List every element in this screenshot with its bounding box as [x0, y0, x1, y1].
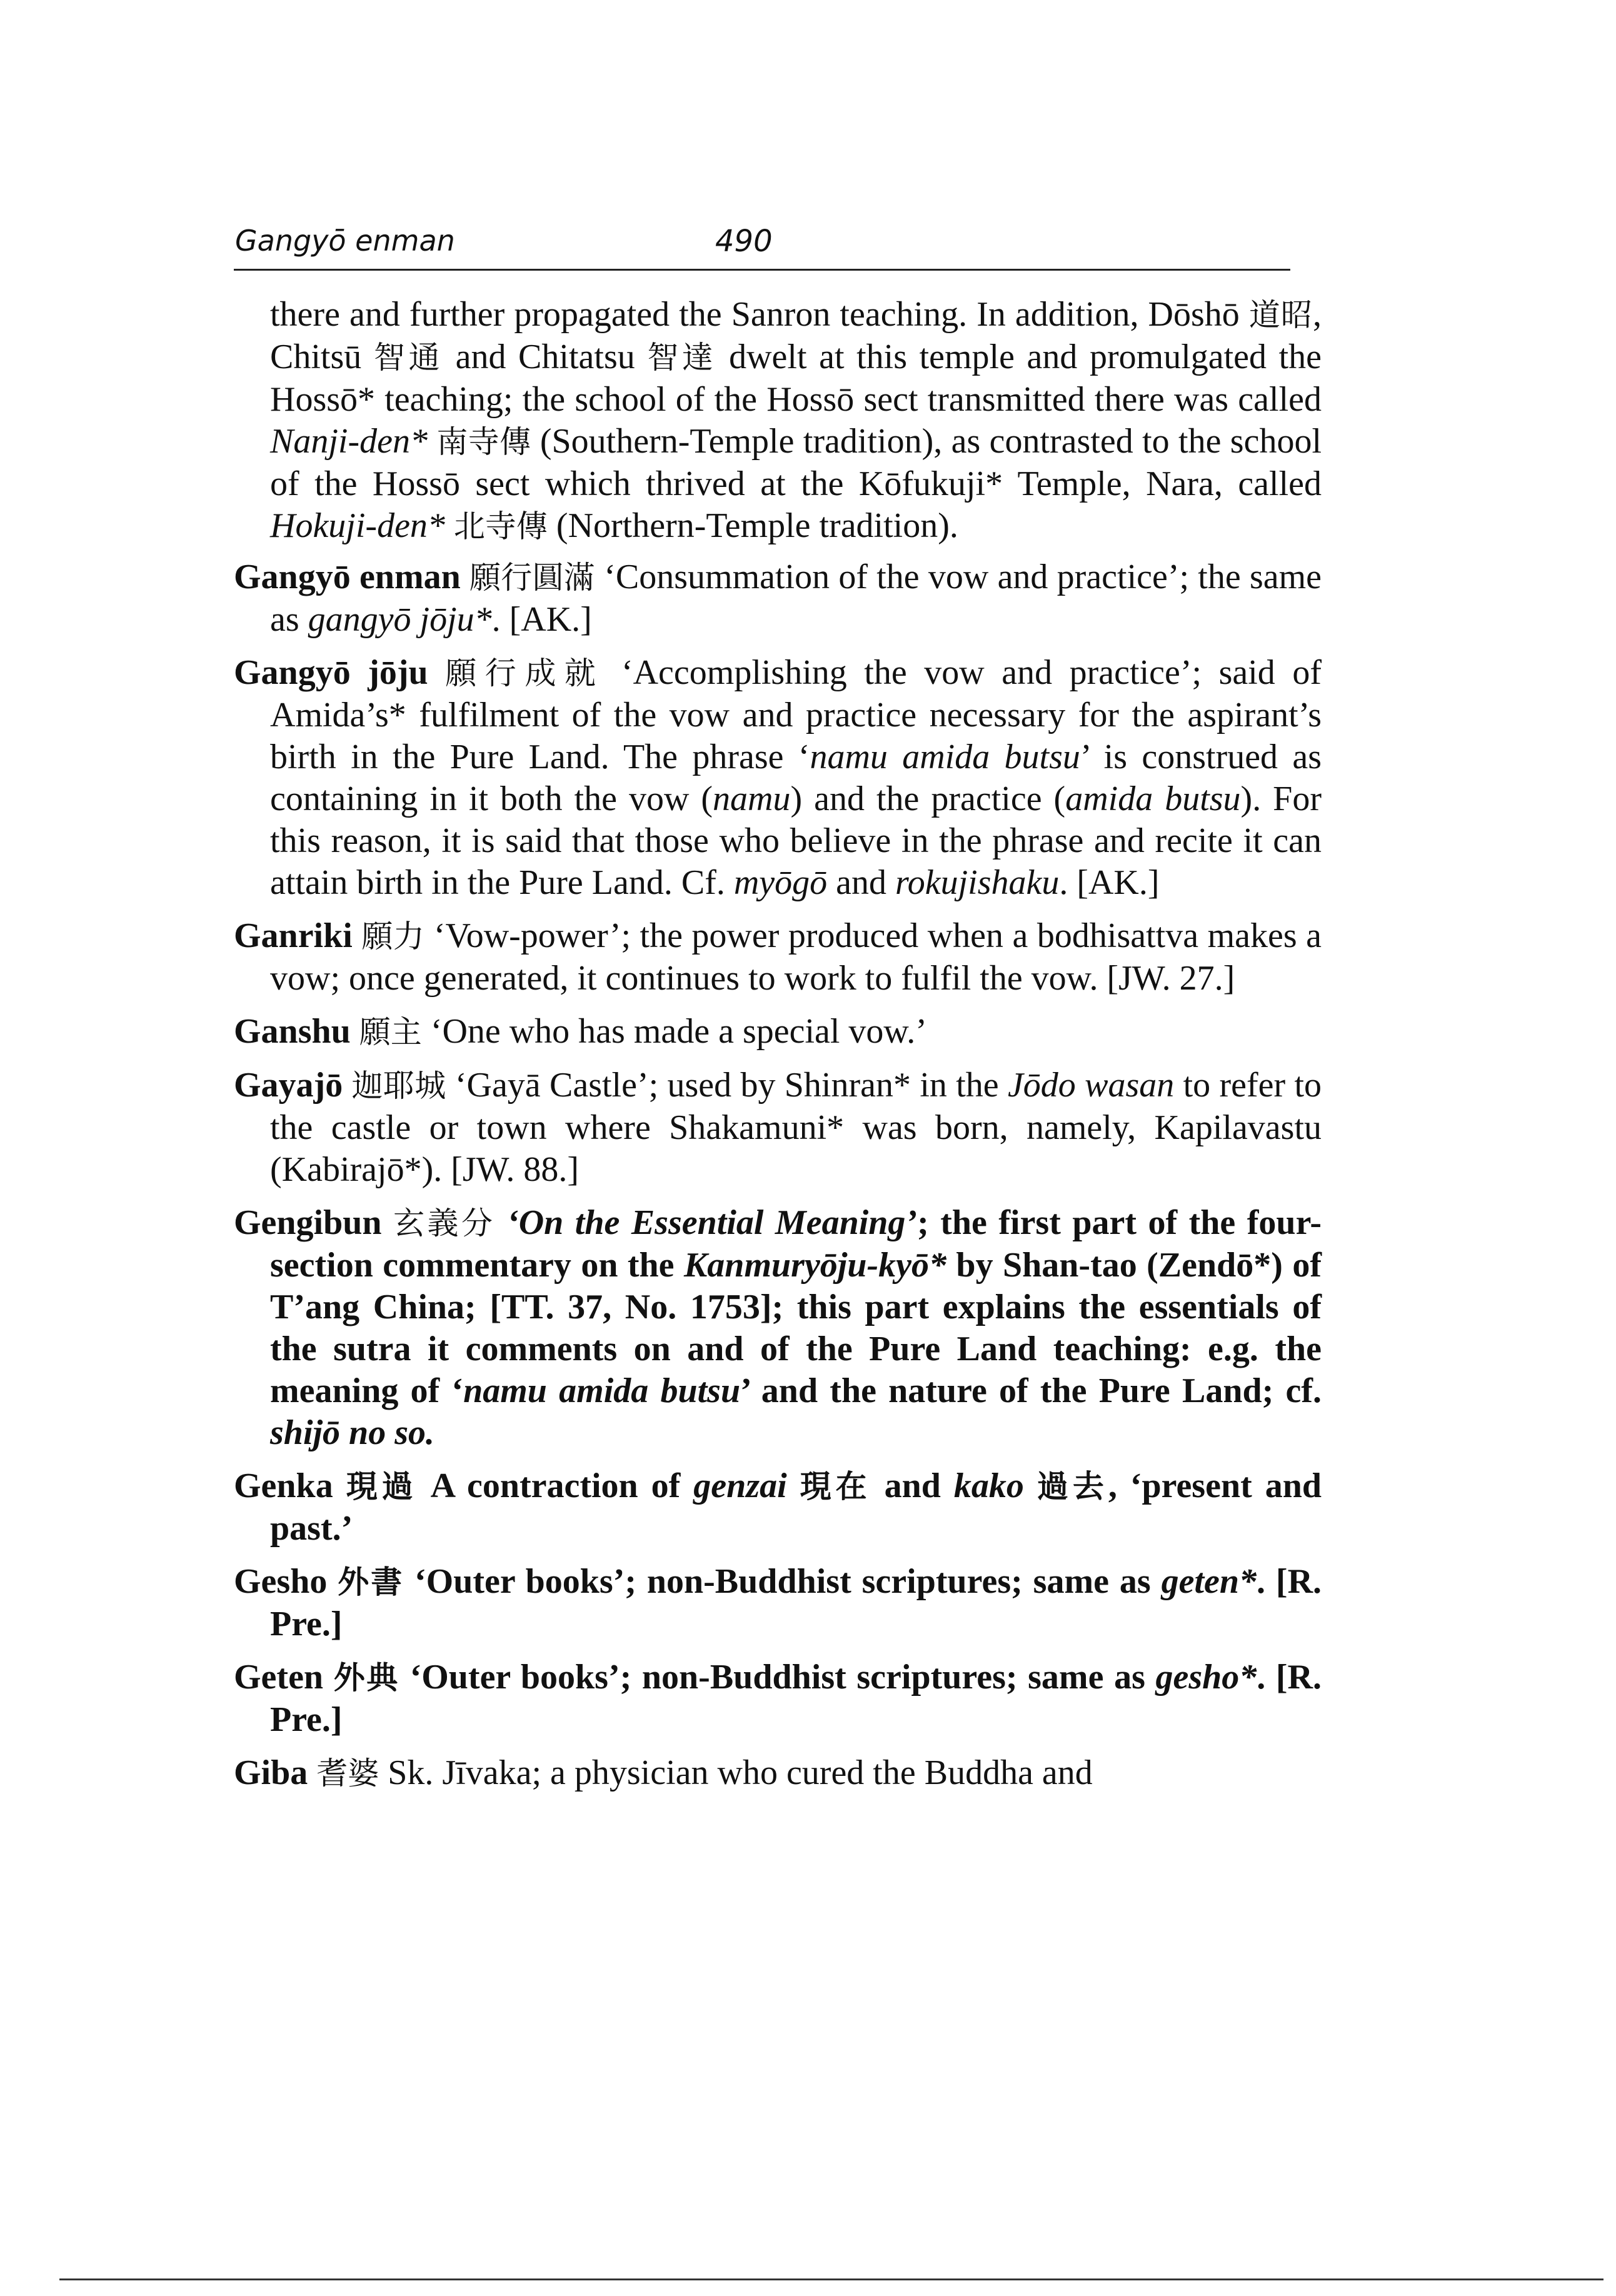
italic-term: Nanji-den*	[270, 422, 428, 461]
italic-term: ‘On the Essential Meaning’	[507, 1203, 918, 1242]
entry-ganshu	[234, 1011, 1322, 1053]
definition: ‘Gayā Castle’; used by Shinran* in the	[454, 1066, 1008, 1105]
cjk-characters: 北寺傳	[453, 508, 548, 544]
definition: . [AK.]	[1059, 863, 1160, 902]
entry-gayajo	[234, 1065, 1322, 1191]
entry-gangyo-enman	[234, 556, 1322, 641]
italic-term: genzai	[693, 1466, 787, 1505]
cjk-characters: 智通	[373, 339, 444, 376]
italic-term: Hokuji-den*	[270, 506, 445, 545]
cjk-characters: 現過	[346, 1468, 418, 1505]
cross-reference: geten*	[1161, 1562, 1257, 1601]
definition: Sk. Jīvaka; a physician who cured the Buddha and	[388, 1753, 1093, 1792]
text-run: there and further propagated the Sanron teaching. In addition, Dōshō	[270, 295, 1249, 334]
headword: Genka	[234, 1466, 333, 1505]
definition: and	[827, 863, 895, 902]
italic-term: kako	[953, 1466, 1024, 1505]
text-run: and Chitatsu	[443, 338, 648, 376]
italic-term: namu amida butsu	[810, 738, 1080, 776]
cross-reference: myōgō	[733, 863, 828, 902]
definition: . [R. Pre.]	[270, 1562, 1322, 1643]
cross-reference: gesho*	[1155, 1658, 1257, 1697]
entry-genka	[234, 1465, 1322, 1550]
entry-gengibun	[234, 1202, 1322, 1454]
definition: , ‘present and past.’	[270, 1466, 1322, 1548]
italic-term: amida butsu	[1065, 780, 1241, 818]
headword: Gangyō enman	[234, 558, 461, 596]
cjk-characters: 外書	[338, 1564, 404, 1600]
headword: Ganriki	[234, 916, 353, 955]
italic-term: Jōdo wasan	[1007, 1066, 1175, 1105]
definition: . [R. Pre.]	[270, 1658, 1322, 1739]
cjk-characters: 過去	[1036, 1468, 1108, 1505]
entry-giba	[234, 1752, 1322, 1795]
text-run: , Chitsū	[270, 295, 1322, 376]
definition: ‘Outer books’; non-Buddhist scriptures; same as	[409, 1658, 1156, 1697]
cjk-characters: 南寺傳	[436, 424, 531, 460]
cross-reference: gangyō jōju*	[308, 600, 492, 639]
entry-ganriki	[234, 915, 1322, 1000]
cjk-characters: 道昭	[1248, 297, 1313, 333]
definition: . [AK.]	[491, 600, 592, 639]
cjk-characters: 願力	[361, 918, 425, 955]
cjk-characters: 外典	[333, 1660, 399, 1696]
entry-continuation	[234, 294, 1322, 548]
definition: ; the first part of the four-section commentary on the	[270, 1203, 1322, 1285]
definition: to refer to the castle or town where Shakamuni* was born, namely, Kapilavastu (Kabirajō*). [JW. 88.]	[270, 1066, 1322, 1189]
cjk-characters: 智達	[647, 339, 717, 376]
definition: A contraction of	[417, 1466, 694, 1505]
definition: ) and the practice (	[790, 780, 1066, 818]
headword: Gengibun	[234, 1203, 382, 1242]
cjk-characters: 耆婆	[316, 1755, 379, 1792]
italic-term: namu	[713, 780, 791, 818]
text-run: dwelt at this temple and promulgated the Hossō* teaching; the school of the Hossō sect transmitted there was called	[270, 338, 1322, 419]
headword: Giba	[234, 1753, 308, 1792]
definition: ). For this reason, it is said that those who believe in the phrase and recite it can attain birth in the Pure Land. Cf.	[270, 780, 1322, 902]
dictionary-content	[234, 294, 1322, 1806]
cjk-characters: 願行成就	[445, 655, 605, 691]
cjk-characters: 現在	[800, 1468, 871, 1505]
page-number: 490	[715, 224, 773, 259]
cross-reference: shijō no so.	[270, 1413, 434, 1452]
cross-reference: Kanmuryōju-kyō*	[683, 1246, 947, 1285]
definition: ’ and the nature of the Pure Land; cf.	[740, 1371, 1322, 1410]
headword: Ganshu	[234, 1012, 351, 1051]
definition: ‘Consummation of the vow and practice’; the same as	[270, 558, 1322, 639]
definition: ‘Vow-power’; the power produced when a bodhisattva makes a vow; once generated, it continues to work to fulfil the vow. [JW. 27.]	[270, 916, 1322, 998]
definition: ‘One who has made a special vow.’	[430, 1012, 927, 1051]
definition: ‘Outer books’; non-Buddhist scriptures; same as	[414, 1562, 1162, 1601]
footer-rule	[59, 2278, 1603, 2280]
italic-term: namu amida butsu	[463, 1371, 741, 1410]
headword: Gangyō jōju	[234, 653, 428, 692]
entry-gangyo-joju	[234, 652, 1322, 904]
running-head: Gangyō enman	[235, 224, 455, 258]
cjk-characters: 願行圓滿	[469, 559, 595, 596]
headword: Gesho	[234, 1562, 328, 1601]
text-run: (Northern-Temple tradition).	[547, 506, 958, 545]
headword: Gayajō	[234, 1066, 343, 1105]
definition: and	[871, 1466, 954, 1505]
definition: ’ is construed as containing in it both the vow (	[270, 738, 1322, 818]
definition: ‘Accomplishing the vow and practice’; said of Amida’s* fulfilment of the vow and practice necessary for the aspirant’s birth in the Pure Land. The phrase ‘	[270, 653, 1322, 776]
page-header	[234, 213, 1290, 271]
text-run: (Southern-Temple tradition), as contrasted to the school of the Hossō sect which thrived at the Kōfukuji* Temple, Nara, called	[270, 422, 1322, 503]
entry-geten	[234, 1657, 1322, 1741]
cjk-characters: 迦耶城	[351, 1068, 446, 1104]
headword: Geten	[234, 1658, 324, 1697]
cross-reference: rokujishaku	[895, 863, 1060, 902]
cjk-characters: 願主	[359, 1014, 422, 1050]
definition: by Shan-tao (Zendō*) of T’ang China; [TT. 37, No. 1753]; this part explains the essentials of the sutra it comments on and of the Pure Land teaching: e.g. the meaning of ‘	[270, 1246, 1322, 1410]
cjk-characters: 玄義分	[393, 1205, 496, 1241]
entry-gesho	[234, 1561, 1322, 1645]
